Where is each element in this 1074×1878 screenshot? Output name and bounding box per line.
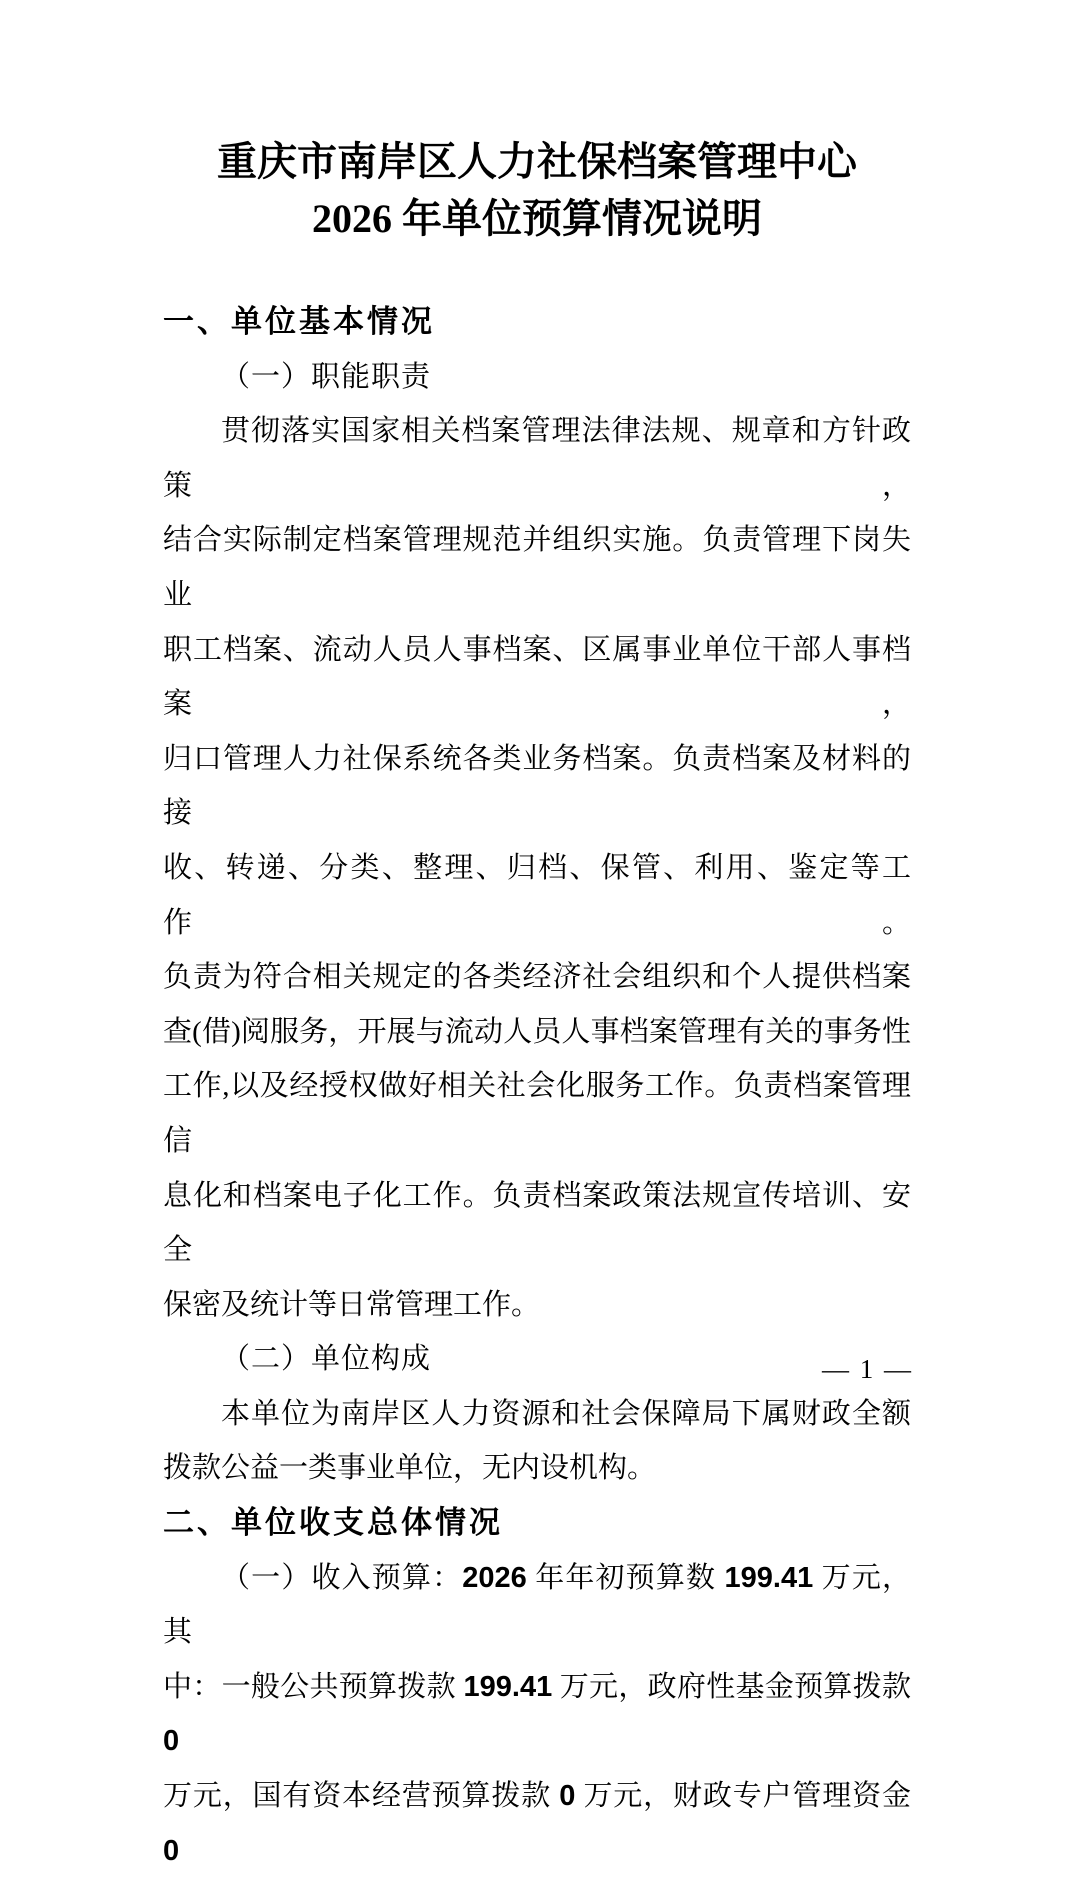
paragraph-line: 拨款公益一类事业单位，无内设机构。: [163, 1452, 657, 1485]
paragraph-line: 负责为符合相关规定的各类经济社会组织和个人提供档案: [163, 961, 911, 994]
paragraph-line: 本单位为南岸区人力资源和社会保障局下属财政全额: [221, 1397, 911, 1430]
paragraph-line: 贯彻落实国家相关档案管理法律法规、规章和方针政策，: [163, 415, 911, 502]
document-title: [0, 0, 1074, 247]
paragraph-line: 工作,以及经授权做好相关社会化服务工作。负责档案管理信: [163, 1070, 911, 1157]
income-line1-text: 万元，其: [163, 1561, 911, 1649]
section1-heading: 一、单位基本情况: [163, 304, 435, 339]
paragraph-line: 归口管理人力社保系统各类业务档案。负责档案及材料的接: [163, 742, 911, 830]
fiscal-account-value: 0: [163, 1834, 180, 1867]
income-budget-line2: [163, 1660, 911, 1769]
section1-sub1-heading: （一）职能职责: [221, 360, 432, 393]
paragraph-line: 保密及统计等日常管理工作。: [163, 1288, 541, 1321]
document-title-line2: 2026 年单位预算情况说明: [312, 196, 762, 241]
state-capital-value: 0: [559, 1780, 576, 1813]
paragraph-line: 息化和档案电子化工作。负责档案政策法规宣传培训、安全: [163, 1179, 911, 1267]
section2-heading: 二、单位收支总体情况: [163, 1505, 503, 1541]
income-line3-text: 万元，国有资本经营预算拨款: [163, 1780, 560, 1813]
document-body: [163, 295, 911, 1878]
income-line1-text: 年年初预算数: [526, 1561, 725, 1594]
document-title-line1: 重庆市南岸区人力社保档案管理中心: [217, 139, 857, 184]
year-value: 2026: [462, 1561, 527, 1594]
income-budget-line1: [163, 1551, 911, 1660]
section1-sub2-heading: （二）单位构成: [221, 1343, 432, 1376]
paragraph-line: 查(借)阅服务，开展与流动人员人事档案管理有关的事务性: [163, 1015, 911, 1048]
budget-total-value: 199.41: [724, 1561, 814, 1594]
gov-fund-value: 0: [163, 1725, 180, 1758]
paragraph-line: 结合实际制定档案管理规范并组织实施。负责管理下岗失业: [163, 524, 911, 611]
income-line2-text: 万元，政府性基金预算拨款: [552, 1670, 911, 1703]
paragraph-line: 职工档案、流动人员人事档案、区属事业单位干部人事档案，: [163, 633, 911, 721]
income-budget-line3: [163, 1769, 911, 1878]
general-budget-value: 199.41: [463, 1670, 553, 1703]
income-line2-text: 中：一般公共预算拨款: [163, 1670, 464, 1703]
income-line1-text: （一）收入预算：: [221, 1561, 463, 1594]
paragraph-line: 收、转递、分类、整理、归档、保管、利用、鉴定等工作。: [163, 851, 911, 939]
income-line3-text: 万元，财政专户管理资金: [575, 1780, 911, 1813]
page-number: — 1 —: [822, 1354, 913, 1384]
